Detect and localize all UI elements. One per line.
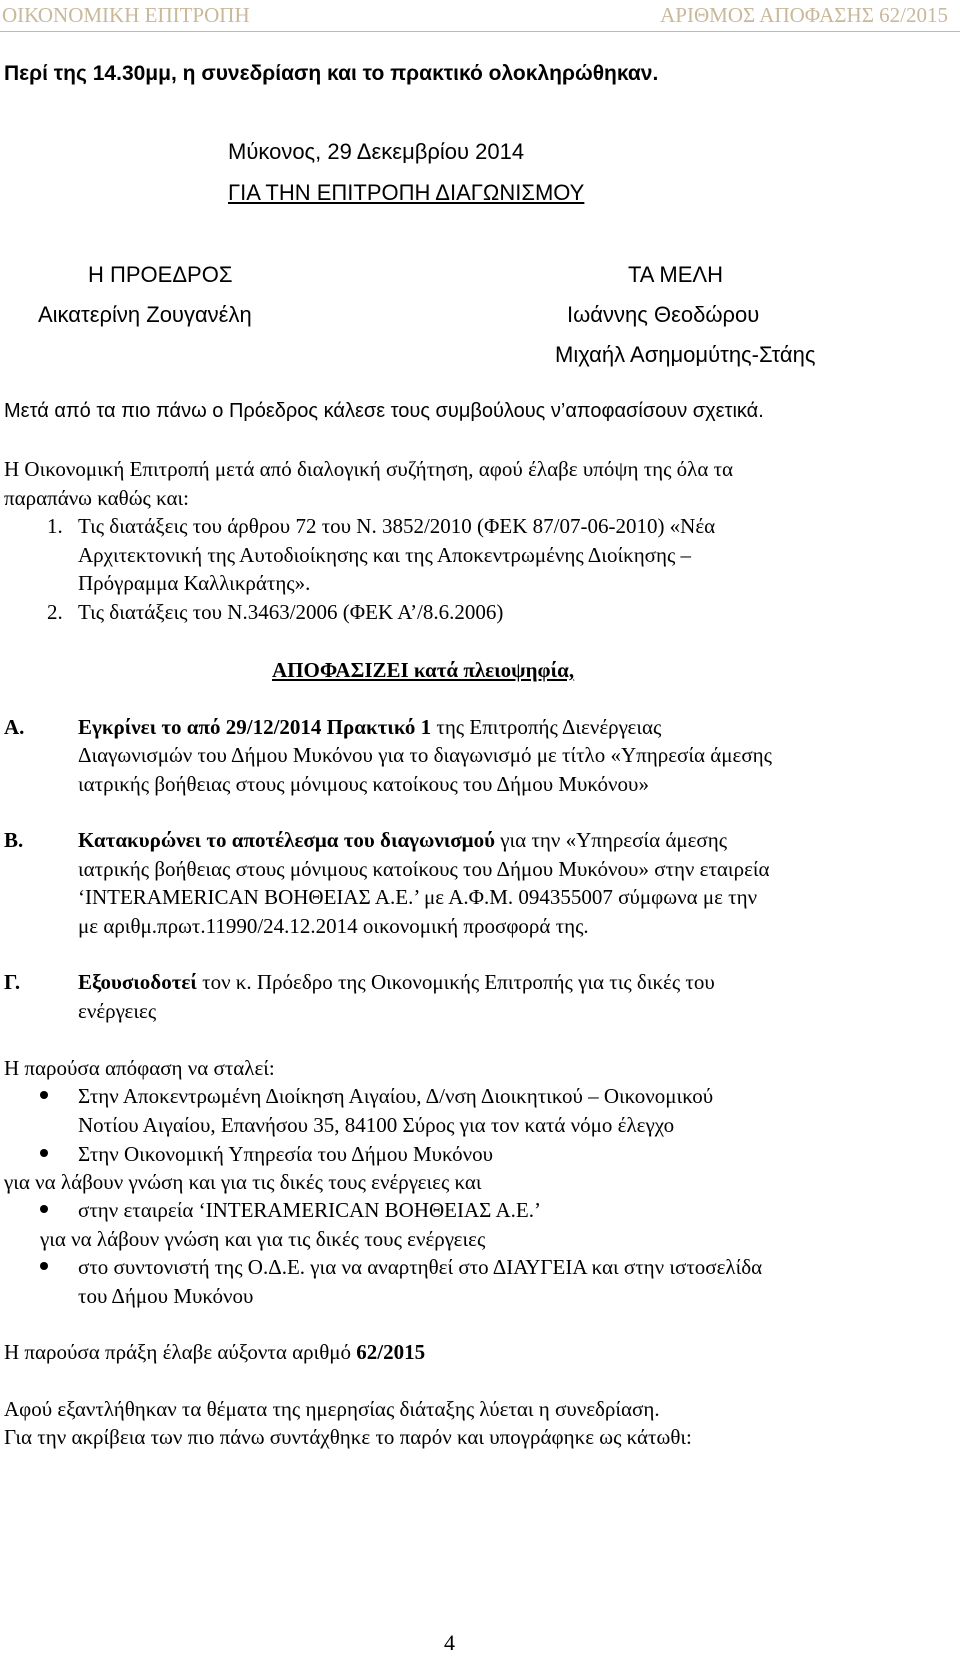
president-name: Αικατερίνη Ζουγανέλη (38, 302, 252, 327)
decision-a-line: Διαγωνισμών του Δήμου Μυκόνου για το διαγωνισμό με τίτλο «Υπηρεσία άμεσης (78, 743, 772, 767)
consideration-line: Τις διατάξεις του Ν.3463/2006 (ΦΕΚ Α’/8.6.2006) (78, 600, 504, 624)
distribution-line: Στην Οικονομική Υπηρεσία του Δήμου Μυκόνου (78, 1142, 494, 1166)
header-divider (0, 31, 960, 32)
bullet-icon (40, 1149, 48, 1157)
distribution-line: στην εταιρεία ‘INTERAMERICAN ΒΟΗΘΕΙΑΣ Α.Ε.’ (78, 1198, 541, 1222)
page-number: 4 (444, 1630, 455, 1655)
distribution-line: του Δήμου Μυκόνου (78, 1284, 254, 1308)
decision-letter: Γ. (4, 970, 21, 994)
decision-a-bold: Εγκρίνει το από 29/12/2014 Πρακτικό 1 (78, 715, 432, 739)
final-line: Για την ακρίβεια των πιο πάνω συντάχθηκε το παρόν και υπογράφηκε ως κάτωθι: (4, 1425, 692, 1449)
distribution-note: για να λάβουν γνώση και για τις δικές τους ενέργειες (40, 1227, 486, 1251)
header-right: ΑΡΙΘΜΟΣ ΑΠΟΦΑΣΗΣ 62/2015 (660, 3, 948, 27)
act-number-line (4, 1340, 425, 1365)
decision-b-bold: Κατακυρώνει το αποτέλεσμα του διαγωνισμού (78, 828, 495, 852)
act-number-prefix: Η παρούσα πράξη έλαβε αύξοντα αριθμό (4, 1340, 357, 1364)
body-paragraph-line: Η Οικονομική Επιτροπή μετά από διαλογική συζήτηση, αφού έλαβε υπόψη της όλα τα (4, 457, 734, 481)
decision-b-line: με αριθμ.πρωτ.11990/24.12.2014 οικονομική προσφορά της. (78, 914, 589, 938)
president-title: Η ΠΡΟΕΔΡΟΣ (88, 262, 233, 287)
distribution-line: στο συντονιστή της Ο.Δ.Ε. για να αναρτηθεί στο ΔΙΑΥΓΕΙΑ και στην ιστοσελίδα (78, 1255, 763, 1279)
decision-b-rest: για την «Υπηρεσία άμεσης (494, 828, 728, 852)
decision-b-line: ‘INTERAMERICAN ΒΟΗΘΕΙΑΣ Α.Ε.’ με Α.Φ.Μ. 094355007 σύμφωνα με την (78, 885, 758, 909)
body-paragraph-line: παραπάνω καθώς και: (4, 486, 189, 510)
bullet-icon (40, 1091, 48, 1099)
decision-b-line: ιατρικής βοήθειας στους μόνιμους κατοίκους του Δήμου Μυκόνου» στην εταιρεία (78, 857, 770, 881)
committee-title: ΓΙΑ ΤΗΝ ΕΠΙΤΡΟΠΗ ΔΙΑΓΩΝΙΣΜΟΥ (228, 180, 585, 205)
decision-c-bold: Εξουσιοδοτεί (78, 970, 197, 994)
decision-a-line (78, 715, 661, 740)
decision-c-rest: τον κ. Πρόεδρο της Οικονομικής Επιτροπής για τις δικές του (196, 970, 715, 994)
consideration-line: Αρχιτεκτονική της Αυτοδιοίκησης και της Αποκεντρωμένης Διοίκησης – (78, 543, 692, 567)
distribution-line: Στην Αποκεντρωμένη Διοίκηση Αιγαίου, Δ/νση Διοικητικού – Οικονομικού (78, 1084, 714, 1108)
consideration-line: Πρόγραμμα Καλλικράτης». (78, 571, 311, 595)
final-line: Αφού εξαντλήθηκαν τα θέματα της ημερησίας διάταξης λύεται η συνεδρίαση. (4, 1397, 660, 1421)
decision-letter: Α. (4, 715, 25, 739)
decision-c-line: ενέργειες (78, 999, 157, 1023)
intro-line: Μετά από τα πιο πάνω ο Πρόεδρος κάλεσε τους συμβούλους ν’αποφασίσουν σχετικά. (4, 400, 764, 422)
consideration-line: Τις διατάξεις του άρθρου 72 του Ν. 3852/2010 (ΦΕΚ 87/07-06-2010) «Νέα (78, 514, 716, 538)
members-title: ΤΑ ΜΕΛΗ (628, 262, 723, 287)
place-date: Μύκονος, 29 Δεκεμβρίου 2014 (228, 139, 525, 164)
consideration-number: 1. (47, 514, 63, 538)
distribution-note: για να λάβουν γνώση και για τις δικές τους ενέργειες και (4, 1170, 482, 1194)
decision-letter: Β. (4, 828, 24, 852)
bullet-icon (40, 1262, 48, 1270)
decision-c-line (78, 970, 715, 995)
act-number-value: 62/2015 (356, 1340, 426, 1364)
decision-b-line (78, 828, 727, 853)
distribution-line: Νοτίου Αιγαίου, Επανήσου 35, 84100 Σύρος για τον κατά νόμο έλεγχο (78, 1113, 675, 1137)
header-left: ΟΙΚΟΝΟΜΙΚΗ ΕΠΙΤΡΟΠΗ (2, 3, 250, 27)
consideration-number: 2. (47, 600, 63, 624)
decision-a-rest: της Επιτροπής Διενέργειας (431, 715, 662, 739)
closing-line: Περί της 14.30μμ, η συνεδρίαση και το πρακτικό ολοκληρώθηκαν. (4, 62, 659, 85)
distribution-title: Η παρούσα απόφαση να σταλεί: (4, 1056, 275, 1080)
decision-a-line: ιατρικής βοήθειας στους μόνιμους κατοίκους του Δήμου Μυκόνου» (78, 772, 649, 796)
decision-heading: ΑΠΟΦΑΣΙΖΕΙ κατά πλειοψηφία, (272, 658, 575, 682)
member-name: Ιωάννης Θεοδώρου (567, 302, 760, 327)
member-name: Μιχαήλ Ασημομύτης-Στάης (555, 342, 816, 367)
bullet-icon (40, 1205, 48, 1213)
